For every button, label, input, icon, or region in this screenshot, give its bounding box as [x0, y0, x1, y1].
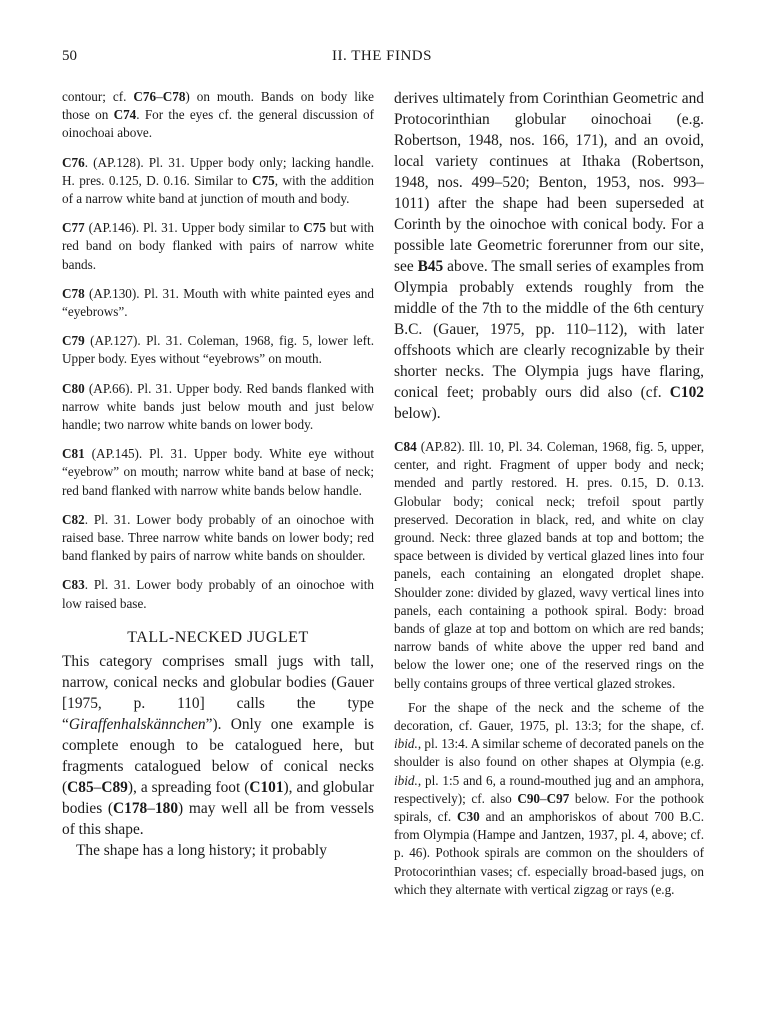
- left-column: [62, 88, 374, 861]
- catalogue-entry-c84: C84 (AP.82). Ill. 10, Pl. 34. Coleman, 1968, fig. 5, upper, center, and right. Fragment of upper body and neck; mended and partly restored. H. pres. 0.15, D. 0.13. Globular body; conical neck; trefoil spout partly preserved. Decoration in black, red, and white on clay ground. Neck: three glazed bands at top and bottom; the space between is divided by vertical glazed lines into four panels, each containing an elongated droplet shape. Shoulder zone: divided by glazed, wavy vertical lines into panels, each containing a pothook spiral. Body: broad bands of glaze at top and bottom on which are red bands; narrow bands of white above the upper red band and below the lower one; one of the reserved rings on the belly contains groups of three vertical glazed strokes.: [394, 439, 704, 691]
- juglet-paragraph: This category comprises small jugs with tall, narrow, conical necks and globular bodies (Gauer [1975, p. 110] calls the type “Giraffenhalskännchen”). Only one example is complete enough to be catalogued here, but fragments catalogued below of conical necks (C85–C89), a spreading foot (C101), and globular bodies (C178–180) may well all be from vessels of this shape.: [62, 652, 374, 838]
- catalogue-entry-c83: C83. Pl. 31. Lower body probably of an oinochoe with low raised base.: [62, 577, 374, 611]
- catalogue-entry-c82: C82. Pl. 31. Lower body probably of an oinochoe with raised base. Three narrow white bands on lower body; red band flanked by pairs of narrow white bands on shoulder.: [62, 511, 374, 564]
- catalogue-entry-c79: C79 (AP.127). Pl. 31. Coleman, 1968, fig. 5, lower left. Upper body. Eyes without “eyebrows” on mouth.: [62, 333, 374, 367]
- running-head: II. THE FINDS: [332, 48, 432, 64]
- catalogue-entry-c78: C78 (AP.130). Pl. 31. Mouth with white painted eyes and “eyebrows”.: [62, 285, 374, 320]
- ref-c78: C78: [162, 89, 186, 104]
- catalogue-entry-c76: C76. (AP.128). Pl. 31. Upper body only; lacking handle. H. pres. 0.125, D. 0.16. Similar to C75, with the addition of a narrow white band at junction of mouth and body.: [62, 154, 374, 207]
- page-number: 50: [62, 48, 77, 64]
- ref-c74: C74: [113, 107, 137, 123]
- comparison-paragraph: For the shape of the neck and the scheme of the decoration, cf. Gauer, 1975, pl. 13:3; for the shape, cf. ibid., pl. 13:4. A similar scheme of decorated panels on the shoulder is also found on other shapes at Olympia (e.g. ibid., pl. 1:5 and 6, a round-mouthed jug and an amphora, respectively); cf. also C90–C97 below. For the pothook spirals, cf. C30 and an amphoriskos of about 700 B.C. from Olympia (Hampe and Jantzen, 1937, pl. 4, above; cf. p. 46). Pothook spirals are common on the shoulders of Protocorinthian vases; cf. especially broad-based jugs, on which they alternate with vertical zigzag or rays (e.g.: [394, 699, 704, 897]
- section-heading: TALL-NECKED JUGLET: [127, 628, 309, 646]
- intro-paragraph: contour; cf. C76–C78) on mouth. Bands on body like those on C74. For the eyes cf. the general discussion of oinochoai above.: [62, 89, 374, 141]
- ref-b45: B45: [417, 258, 444, 275]
- catalogue-entry-c77: C77 (AP.146). Pl. 31. Upper body similar to C75 but with red band on body flanked with pairs of narrow white bands.: [62, 220, 374, 272]
- shape-history-paragraph: derives ultimately from Corinthian Geometric and Protocorinthian globular oinochoai (e.g. Robertson, 1948, nos. 166, 171), and an ovoid, local variety continues at Ithaka (Robertson, 1948, nos. 499–520; Benton, 1953, nos. 993–1011) after the shape had been superseded at Corinth by the oinochoe with conical body. For a possible late Geometric forerunner from our site, see B45 above. The small series of examples from Olympia probably extends roughly from the middle of the 7th to the middle of the 6th century B.C. (Gauer, 1975, pp. 110–112), with later offshoots which are clearly recognizable by their shorter necks. The Olympia jugs have flaring, conical feet; probably ours did also (cf. C102 below).: [394, 90, 704, 422]
- juglet-paragraph-2: The shape has a long history; it probably: [76, 841, 327, 859]
- catalogue-entry-c80: C80 (AP.66). Pl. 31. Upper body. Red bands flanked with narrow white bands just below mouth and just below handle; two narrow white bands on lower body.: [62, 380, 374, 433]
- ref-c102: C102: [669, 384, 704, 401]
- ref-c76: C76: [133, 89, 157, 104]
- right-column: [394, 88, 704, 910]
- page-header: [62, 48, 702, 68]
- catalogue-entry-c81: C81 (AP.145). Pl. 31. Upper body. White eye without “eyebrow” on mouth; narrow white band at base of neck; red band flanked with narrow white bands below handle.: [62, 446, 374, 498]
